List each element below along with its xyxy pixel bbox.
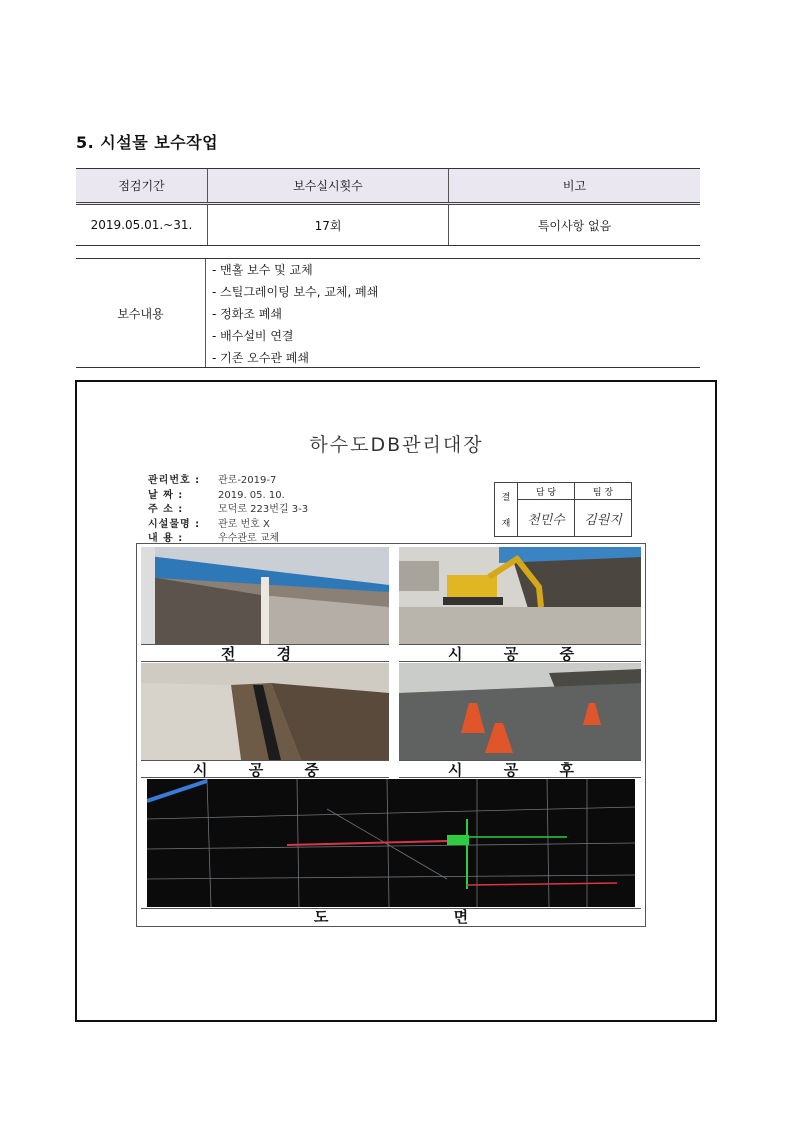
caption-construction-2: 시 공 중 [141,760,389,778]
caption-drawing: 도 면 [141,908,641,924]
list-item: - 맨홀 보수 및 교체 [212,263,313,277]
field-value: 관로 번호 X [218,518,270,530]
field-key: 시설물명 : [148,518,201,530]
field-value: 관로-2019-7 [218,475,277,486]
photo-construction-2 [141,663,389,760]
repair-content-label: 보수내용 [76,259,206,367]
caption-after: 시 공 후 [399,760,641,778]
list-item: - 스틸그레이팅 보수, 교체, 폐쇄 [212,285,379,299]
photo-construction-1 [399,547,641,644]
header-remarks: 비고 [449,169,701,204]
cell-remarks: 특이사항 없음 [449,204,701,246]
field-value: 모덕로 223번길 3-3 [218,504,309,516]
signature-staff: 천민수 [518,500,575,536]
signature-lead: 김원지 [584,512,622,528]
section-title: 5. 시설물 보수작업 [76,133,219,152]
field-value: 우수관로 교체 [218,533,280,545]
repair-content-list [212,259,378,369]
photo-before [141,547,389,644]
ledger-info [148,474,308,547]
field-value: 2019. 05. 10. [218,489,285,501]
cell-inspection-period: 2019.05.01.~31. [76,204,208,246]
field-key: 주 소 : [148,504,184,516]
header-inspection-period: 점검기간 [76,169,208,204]
approval-side-top: 결 [501,492,511,503]
caption-construction-1: 시 공 중 [399,644,641,662]
field-key: 날 짜 : [148,489,184,501]
repair-content-table [76,258,700,368]
photo-after [399,663,641,760]
cell-repair-count: 17회 [208,204,449,246]
list-item: - 기존 오수관 폐쇄 [212,351,309,365]
approval-side-bottom: 재 [501,519,511,530]
approval-box [494,482,632,537]
drawing-map [147,779,635,907]
caption-before: 전 경 [141,644,389,662]
list-item: - 배수설비 연결 [212,329,294,343]
header-repair-count: 보수실시횟수 [208,169,449,204]
approval-header-staff: 담 당 [518,483,575,500]
field-key: 관리번호 : [148,475,201,486]
field-key: 내 용 : [148,533,184,545]
photo-grid [136,543,646,927]
list-item: - 정화조 폐쇄 [212,307,282,321]
summary-table [76,168,700,246]
approval-side [495,483,518,536]
ledger-title: 하수도DB관리대장 [309,434,484,456]
approval-header-lead: 팀 장 [575,483,631,500]
